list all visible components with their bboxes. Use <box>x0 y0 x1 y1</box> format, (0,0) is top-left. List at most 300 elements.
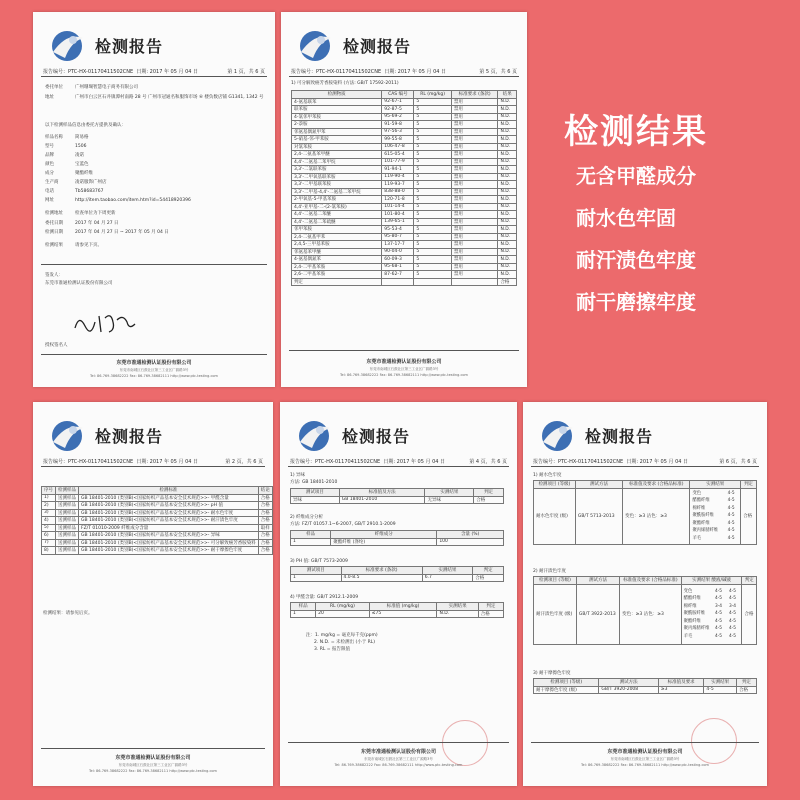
result-line <box>690 527 740 535</box>
table-cell: 送测样品 <box>56 524 79 532</box>
result-grade: 3-4 <box>728 603 736 609</box>
report-header <box>33 418 273 454</box>
col-rl: RL (mg/kg) <box>414 91 452 99</box>
footer-address: 东莞市南城区石鼓社区第三工业区广源路3号 <box>369 367 439 371</box>
table-cell: 禁用 <box>451 166 498 174</box>
result-grade: 4-5 <box>728 611 736 617</box>
footer-address: 东莞市南城区石鼓社区第三工业区广源路3号 <box>610 757 680 761</box>
report-number: 报告编号：PTC-HX-01170411502CNE 日期: 2017 年 05 月 04 日 <box>290 459 446 465</box>
table-row: 耐干摩擦色牢度 (级) GB/T 3920-2008 ≥3 4-5 合格 <box>534 686 757 694</box>
table-cell: 5 <box>414 136 452 144</box>
table-cell: 禁用 <box>451 128 498 136</box>
footer-address: 东莞市南城区石鼓社区第三工业区广源路3号 <box>119 368 189 372</box>
table-cell: 禁用 <box>451 263 498 271</box>
table-cell: 5 <box>414 173 452 181</box>
result-grade: 4-5 <box>727 513 735 519</box>
table-cell: 禁用 <box>451 158 498 166</box>
table-row <box>292 151 517 159</box>
note-2: 2. N.D. = 未检测出 (小于 RL) <box>314 640 376 645</box>
result-item: 棉纤维 <box>692 505 706 511</box>
divider <box>41 76 267 77</box>
table-cell: 2,4-二甲基苯胺 <box>292 263 382 271</box>
table-cell: 99-55-8 <box>382 136 414 144</box>
table-cell: 送测样品 <box>56 502 79 510</box>
water-fastness-table <box>533 480 757 545</box>
ptc-logo-icon <box>47 418 87 454</box>
table-cell <box>451 278 498 286</box>
result-item: 聚酯纤维 <box>692 520 710 526</box>
report-header <box>280 418 517 454</box>
banner-title: 检测结果 <box>564 112 708 152</box>
report-title: 检测报告 <box>342 427 411 446</box>
table-cell: 禁用 <box>451 151 498 159</box>
table-cell: 5 <box>414 241 452 249</box>
table-cell: 4-氨基联苯 <box>292 98 382 106</box>
table-cell: 合格 <box>258 547 272 555</box>
divider <box>288 742 509 743</box>
table-cell: 4,4'-二氨基二苯醚 <box>292 211 382 219</box>
table-row <box>292 143 517 151</box>
sweat-fastness-table <box>533 576 757 645</box>
table-cell: N.D. <box>498 226 517 234</box>
table-cell: 2,4-二氨基苯甲醚 <box>292 151 382 159</box>
result-line <box>690 520 740 528</box>
table-cell: 95-68-1 <box>382 263 414 271</box>
result-grade: 4-5 <box>727 498 735 504</box>
result-grade: 4-5 <box>728 633 736 639</box>
table-cell: 合格 <box>498 278 517 286</box>
table-cell: 3) <box>42 509 56 517</box>
summary-note: 检测结果：请参见后页。 <box>43 611 93 616</box>
section-ph: 3) PH 值: GB/T 7573-2009 <box>290 559 348 564</box>
section-formaldehyde: 4) 甲醛含量: GB/T 2912.1-2009 <box>290 595 359 600</box>
table-row <box>42 509 273 517</box>
rub-fastness-table <box>533 678 757 694</box>
result-grade: 4-5 <box>727 528 735 534</box>
table-row <box>292 173 517 181</box>
result-item: 棉纤维 <box>683 603 697 609</box>
table-cell: 119-93-7 <box>382 181 414 189</box>
table-cell: 2-萘胺 <box>292 121 382 129</box>
divider <box>41 264 267 265</box>
signer-title: 授权签名人 <box>45 343 68 348</box>
banner-item-sweat-fastness: 耐汗渍色牢度 <box>576 248 696 272</box>
azo-dyes-table <box>291 90 517 286</box>
table-cell: 6) <box>42 532 56 540</box>
table-header-row: 样品 RL (mg/kg) 标准值 (mg/kg) 实测结果 判定 <box>291 603 504 611</box>
table-cell: N.D. <box>498 106 517 114</box>
table-row <box>292 158 517 166</box>
info-composition: 成分 聚酯纤维 <box>45 171 93 176</box>
table-cell: N.D. <box>498 233 517 241</box>
table-cell: 5 <box>414 188 452 196</box>
table-row <box>292 256 517 264</box>
table-cell: N.D. <box>498 271 517 279</box>
table-cell: 禁用 <box>451 196 498 204</box>
table-cell: 合格 <box>258 509 272 517</box>
table-cell: N.D. <box>498 211 517 219</box>
table-row: 耐水色牢度 (级) GB/T 5713-2013 变色：≥3 沾色：≥3 变色 4-5 醋酯纤维 4-5 棉纤维 4-5 聚酰胺纤维 4-5 聚酯纤维 4-5 聚丙烯腈纤维 4-5 羊毛 4-5 合格 <box>534 488 757 544</box>
table-cell: 禁用 <box>451 188 498 196</box>
table-cell: 送测样品 <box>56 494 79 502</box>
table-row <box>292 278 517 286</box>
table-cell: 2,4,5-三甲基苯胺 <box>292 241 382 249</box>
divider <box>41 354 267 355</box>
formaldehyde-table <box>290 602 504 618</box>
divider <box>288 466 509 467</box>
info-model: 型号 1506 <box>45 144 87 149</box>
divider <box>289 350 519 351</box>
table-header-row: 样品 纤维成分 含量 (%) <box>291 531 504 539</box>
footer-lab-name: 东莞市准通检测认证股份有限公司 <box>360 749 436 755</box>
ph-table <box>290 566 504 582</box>
col-conclusion: 结论 <box>258 487 272 495</box>
result-line <box>690 497 740 505</box>
table-cell: 2) <box>42 502 56 510</box>
table-cell: 5 <box>414 181 452 189</box>
table-cell: 合格 <box>258 494 272 502</box>
report-header <box>523 418 767 454</box>
result-line <box>682 625 742 633</box>
table-row <box>42 494 273 502</box>
table-cell: 615-05-4 <box>382 151 414 159</box>
table-cell: 5 <box>414 143 452 151</box>
table-cell: N.D. <box>498 98 517 106</box>
table-cell: 137-17-7 <box>382 241 414 249</box>
footer-lab-name: 东莞市准通检测认证股份有限公司 <box>366 359 442 365</box>
section-fiber-method: 方法: FZ/T 01057.1~6-2007, GB/T 2910.1-2009 <box>290 522 396 527</box>
table-row <box>42 539 273 547</box>
footer-contact: Tel: 86-769-38682222 Fax: 86-769-38682111 http://www.ptc-testing.com <box>581 763 709 767</box>
odor-table <box>290 488 504 504</box>
result-line <box>682 588 742 596</box>
table-header-row: 测试项目 标准值及方法 实测结果 判定 <box>291 489 504 497</box>
col-cas: CAS 编号 <box>382 91 414 99</box>
table-cell: 4,4'-二氨基二苯硫醚 <box>292 218 382 226</box>
table-cell <box>414 278 452 286</box>
table-cell: 60-09-3 <box>382 256 414 264</box>
table-row: 异味 GB 18401-2010 无异味 合格 <box>291 496 504 504</box>
ptc-logo-icon <box>294 418 334 454</box>
table-cell: 禁用 <box>451 248 498 256</box>
table-cell: 禁用 <box>451 203 498 211</box>
table-cell: 禁用 <box>451 173 498 181</box>
table-row <box>292 188 517 196</box>
table-cell: 95-53-4 <box>382 226 414 234</box>
result-grade: 4-5 <box>714 596 722 602</box>
table-cell: 4,4'-二氨基二苯甲烷 <box>292 158 382 166</box>
table-cell: 5 <box>414 233 452 241</box>
table-row <box>292 166 517 174</box>
table-cell: 2,4-二氨基甲苯 <box>292 233 382 241</box>
page-number: 第 4 页，共 6 页 <box>469 459 507 465</box>
table-cell: 5 <box>414 226 452 234</box>
result-item: 羊毛 <box>692 535 702 541</box>
table-cell: N.D. <box>498 256 517 264</box>
result-grade: 3-4 <box>714 603 722 609</box>
result-grade: 4-5 <box>714 626 722 632</box>
table-cell: GB 18401-2010 (类别B)<国家纺织产品基本安全技术规范>>- 甲醛含量 <box>79 494 259 502</box>
result-grade: 4-5 <box>714 588 722 594</box>
table-row <box>42 502 273 510</box>
table-cell: 97-56-3 <box>382 128 414 136</box>
table-cell: 对氯苯胺 <box>292 143 382 151</box>
table-cell: N.D. <box>498 136 517 144</box>
page-number: 第 2 页，共 6 页 <box>225 459 263 465</box>
table-cell: N.D. <box>498 143 517 151</box>
info-url: 网址 http://item.taobao.com/item.htm?id=54418920396 <box>45 198 191 203</box>
result-item: 聚酰胺纤维 <box>683 611 706 617</box>
table-cell: 2,6-二甲基苯胺 <box>292 271 382 279</box>
table-cell: N.D. <box>498 121 517 129</box>
table-cell: GB 18401-2010 (类别B)<国家纺织产品基本安全技术规范>>- 耐水色牢度 <box>79 509 259 517</box>
table-cell: N.D. <box>498 203 517 211</box>
report-number: 报告编号：PTC-HX-01170411502CNE 日期: 2017 年 05 月 04 日 <box>43 69 199 75</box>
lab-name: 东莞市准通检测认证股份有限公司 <box>45 281 113 286</box>
table-cell: N.D. <box>498 166 517 174</box>
table-cell: 4-氯邻甲苯胺 <box>292 113 382 121</box>
report-title: 检测报告 <box>585 427 654 446</box>
table-cell: N.D. <box>498 128 517 136</box>
result-grade: 4-5 <box>714 618 722 624</box>
fiber-table <box>290 530 504 546</box>
table-row <box>292 128 517 136</box>
footer-lab-name: 东莞市准通检测认证股份有限公司 <box>115 755 191 761</box>
result-grade: 4-5 <box>728 618 736 624</box>
col-result: 结果 <box>498 91 517 99</box>
result-line <box>690 505 740 513</box>
table-cell: 91-94-1 <box>382 166 414 174</box>
table-row: 1 聚酯纤维 (涤纶) 100 <box>291 538 504 546</box>
summary-table <box>41 486 273 555</box>
table-cell: 禁用 <box>451 271 498 279</box>
result-grade: 4-5 <box>727 520 735 526</box>
info-address: 地址 广州市白云区石井镇潭村南路 28 号 广州市冠通名和服饰市场 ⑥ 楼负数店铺 G1341, 1342 号 <box>45 95 264 100</box>
col-requirement: 标准要求 (条款) <box>451 91 498 99</box>
table-cell: 101-14-4 <box>382 203 414 211</box>
ptc-logo-icon <box>537 418 577 454</box>
table-cell: 禁用 <box>451 233 498 241</box>
info-request-date: 委托日期 2017 年 04 月 27 日 <box>45 221 119 226</box>
col-sample: 检测样品 <box>56 487 79 495</box>
result-line <box>682 595 742 603</box>
table-cell: 禁用 <box>451 256 498 264</box>
table-row <box>292 263 517 271</box>
table-cell: N.D. <box>498 263 517 271</box>
table-cell: 5 <box>414 196 452 204</box>
table-cell: 取样 <box>258 524 272 532</box>
table-cell: 判定 <box>292 278 382 286</box>
report-header <box>281 28 527 64</box>
divider <box>41 466 265 467</box>
result-line <box>690 490 740 498</box>
table-cell: 邻甲苯胺 <box>292 226 382 234</box>
table-cell: 7) <box>42 539 56 547</box>
table-cell: 5 <box>414 106 452 114</box>
table-header-row <box>42 487 273 495</box>
result-grade: 4-5 <box>714 633 722 639</box>
table-cell: 5 <box>414 158 452 166</box>
info-manufacturer: 生产商 凌诺服饰广州店 <box>45 180 107 185</box>
table-cell: 合格 <box>258 539 272 547</box>
table-row <box>292 226 517 234</box>
result-line <box>682 610 742 618</box>
table-cell: 送测样品 <box>56 547 79 555</box>
report-page-4 <box>280 402 517 786</box>
table-cell: 838-88-0 <box>382 188 414 196</box>
table-cell: GB 18401-2010 (类别B)<国家纺织产品基本安全技术规范>>- 耐汗渍色牢度 <box>79 517 259 525</box>
footer-lab-name: 东莞市准通检测认证股份有限公司 <box>607 749 683 755</box>
table-header-row <box>292 91 517 99</box>
info-color: 颜色 宝蓝色 <box>45 162 89 167</box>
report-page-5 <box>281 12 527 387</box>
table-cell: 5-硝基-邻-甲苯胺 <box>292 136 382 144</box>
table-cell: 95-69-2 <box>382 113 414 121</box>
table-cell: 邻氨基偶氮甲苯 <box>292 128 382 136</box>
footer-address: 东莞市南城区石鼓社区第三工业区广源路3号 <box>364 757 433 761</box>
table-cell: 4-氨基偶氮苯 <box>292 256 382 264</box>
page-number: 第 5 页，共 6 页 <box>479 69 517 75</box>
table-cell: 5 <box>414 121 452 129</box>
table-cell: 禁用 <box>451 136 498 144</box>
report-page-1 <box>33 12 275 387</box>
result-line <box>690 512 740 520</box>
report-page-2 <box>33 402 273 786</box>
result-item: 聚丙烯腈纤维 <box>683 626 710 632</box>
signature-icon <box>71 308 141 338</box>
table-row <box>42 517 273 525</box>
table-cell: 禁用 <box>451 226 498 234</box>
table-cell: 送测样品 <box>56 532 79 540</box>
table-cell: 92-87-5 <box>382 106 414 114</box>
table-row <box>42 547 273 555</box>
divider <box>531 466 759 467</box>
table-cell: 5 <box>414 263 452 271</box>
table-row <box>292 203 517 211</box>
table-cell: 5 <box>414 218 452 226</box>
table-cell: GB 18401-2010 (类别B)<国家纺织产品基本安全技术规范>>- 可分解致癌芳香胺染料 <box>79 539 259 547</box>
result-grade: 4-5 <box>727 535 735 541</box>
report-title: 检测报告 <box>95 37 164 56</box>
table-cell: 送测样品 <box>56 509 79 517</box>
table-cell: 5 <box>414 151 452 159</box>
table-cell: 禁用 <box>451 211 498 219</box>
report-number: 报告编号：PTC-HX-01170411502CNE 日期: 2017 年 05 月 04 日 <box>291 69 447 75</box>
result-item: 变色 <box>683 588 693 594</box>
table-row <box>42 524 273 532</box>
table-cell: 2-甲氧基-5-甲基苯胺 <box>292 196 382 204</box>
info-test-address: 检测地址 检查单位为下周更新 <box>45 211 116 216</box>
result-item: 聚酰胺纤维 <box>692 513 714 519</box>
report-number: 报告编号：PTC-HX-01170411502CNE 日期: 2017 年 05 月 04 日 <box>43 459 199 465</box>
report-page-6 <box>523 402 767 786</box>
result-grade: 4-5 <box>727 505 735 511</box>
table-cell: 101-77-9 <box>382 158 414 166</box>
result-item: 聚酯纤维 <box>683 618 701 624</box>
table-cell: 5 <box>414 271 452 279</box>
table-row <box>42 532 273 540</box>
table-cell: 合格 <box>258 502 272 510</box>
table-cell: FZ/T 01010-2009 纤维成分含量 <box>79 524 259 532</box>
table-header-row: 检测项目 (等级) 测试方法 标准值及要求 (合格品标准) 实测结果 判定 <box>534 481 757 489</box>
table-cell: 联苯胺 <box>292 106 382 114</box>
table-cell: 禁用 <box>451 98 498 106</box>
table-row <box>292 121 517 129</box>
section-rub-fastness: 3) 耐干摩擦色牢度 <box>533 671 571 676</box>
table-cell: 送测样品 <box>56 517 79 525</box>
section-odor-method: 方法: GB 18401-2010 <box>290 480 338 485</box>
result-grade: 4-5 <box>728 588 736 594</box>
footer-contact: Tel: 86-769-38682222 Fax: 86-769-38682111 http://www.ptc-testing.com <box>334 763 463 767</box>
result-grade: 4-5 <box>728 626 736 632</box>
table-row <box>292 248 517 256</box>
table-row <box>292 98 517 106</box>
result-item: 羊毛 <box>683 633 693 639</box>
table-cell: 5 <box>414 128 452 136</box>
col-index: 序号 <box>42 487 56 495</box>
table-cell: 5 <box>414 211 452 219</box>
result-grade: 4-5 <box>714 611 722 617</box>
table-cell: 119-90-4 <box>382 173 414 181</box>
table-cell: GB 18401-2010 (类别B)<国家纺织产品基本安全技术规范>>- pH 值 <box>79 502 259 510</box>
signer-label: 签发人： <box>45 273 63 278</box>
result-line <box>690 535 740 543</box>
footer-contact: Tel: 86-769-38682222 Fax: 86-769-38682111 http://www.ptc-testing.com <box>340 373 468 377</box>
result-item: 变色 <box>692 490 702 496</box>
table-cell: N.D. <box>498 248 517 256</box>
table-cell: 101-80-4 <box>382 211 414 219</box>
table-cell: N.D. <box>498 181 517 189</box>
banner-item-water-fastness: 耐水色牢固 <box>576 206 676 230</box>
footer-contact: Tel: 86-769-38682222 Fax: 86-769-38682111 http://www.ptc-testing.com <box>89 769 217 773</box>
table-cell: 4) <box>42 517 56 525</box>
table-cell: N.D. <box>498 241 517 249</box>
table-cell: N.D. <box>498 218 517 226</box>
result-line <box>682 618 742 626</box>
table-cell: 3,3'-二甲基联苯胺 <box>292 181 382 189</box>
ptc-logo-icon <box>295 28 335 64</box>
banner-item-formaldehyde: 无含甲醛成分 <box>576 164 696 188</box>
footer-contact: Tel: 86-769-38682222 Fax: 86-769-38682111 http://www.ptc-testing.com <box>90 374 218 378</box>
info-phone: 电话 Tb58683767 <box>45 189 104 194</box>
divider <box>531 742 759 743</box>
report-title: 检测报告 <box>95 427 164 446</box>
table-cell: 1) <box>42 494 56 502</box>
table-cell: 送测样品 <box>56 539 79 547</box>
table-cell: 106-47-8 <box>382 143 414 151</box>
section-water-fastness: 1) 耐水色牢度 <box>533 473 562 478</box>
table-row <box>292 241 517 249</box>
result-item: 聚丙烯腈纤维 <box>692 528 719 534</box>
table-cell: 禁用 <box>451 143 498 151</box>
section-fiber: 2) 纤维成分分析 <box>290 515 324 520</box>
table-row <box>292 211 517 219</box>
section-odor: 1) 异味 <box>290 473 306 478</box>
table-row: 1 20 ≤75 N.D. 合格 <box>291 610 504 618</box>
table-cell: 3,3'-二氯联苯胺 <box>292 166 382 174</box>
table-cell: 5 <box>414 203 452 211</box>
banner-item-rub-fastness: 耐干磨擦牢度 <box>576 290 696 314</box>
section-sweat-fastness: 2) 耐汗渍色牢度 <box>533 569 567 574</box>
page-number: 第 6 页，共 6 页 <box>719 459 757 465</box>
footer-address: 东莞市南城区石鼓社区第三工业区广源路3号 <box>118 763 188 767</box>
table-cell: 139-65-1 <box>382 218 414 226</box>
table-cell: 禁用 <box>451 113 498 121</box>
info-test-date: 检测日期 2017 年 04 月 27 日 ~ 2017 年 05 月 04 日 <box>45 230 169 235</box>
table-cell: 95-80-7 <box>382 233 414 241</box>
result-grade: 4-5 <box>727 490 735 496</box>
table-row <box>292 106 517 114</box>
